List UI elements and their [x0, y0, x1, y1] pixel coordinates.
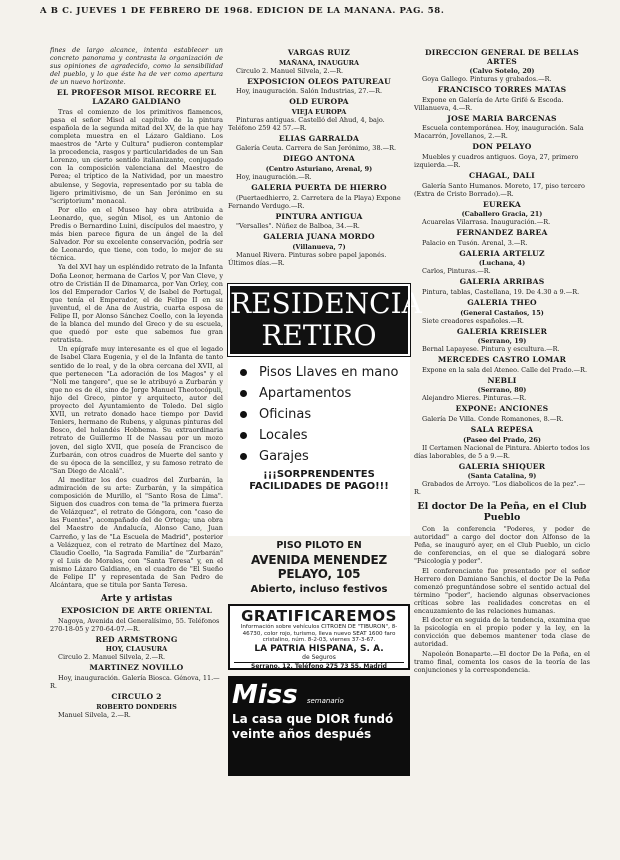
ad-miss-brand: Miss — [232, 680, 298, 710]
ad-residencia-item-label: Oficinas — [259, 407, 312, 422]
listing-subtitle: (Caballero Gracia, 21) — [461, 210, 543, 219]
article-paragraph: El conferenciante fue presentado por el señor Herrero don Damiano Sanchis, el doctor De la Peña comenzó preguntándose sobre el sentido actual del término "poder", haciendo algunas observaciones críticas sobre las realidades concretas en el encauzamiento de las relaciones humanas. — [414, 566, 590, 616]
listing-text: Circulo 2. Manuel Silvela, 2.—R. — [58, 653, 166, 662]
listing-subtitle: (Serrano, 19) — [477, 337, 527, 346]
listing-subtitle: (Paseo del Prado, 26) — [463, 435, 541, 444]
listing-text: Hoy, inauguración.—R. — [236, 172, 312, 181]
bullet-icon — [240, 411, 247, 418]
ad-miss-line1: La casa que DIOR fundó — [232, 712, 394, 726]
ad-grat-text: Información sobre vehículos CITROEN DE "TIBURON", 8-46730, color rojo, turismo, lleva nuevo SEAT 1600 faro cristalino, núm. 8-2-03, viernes 37-3-67. — [240, 624, 398, 644]
ad-piso-piloto — [228, 540, 410, 602]
listing-subtitle: ROBERTO DONDERIS — [96, 702, 177, 711]
listing-text: Hoy, inauguración. Galería Biosca. Génova, 11.—R. — [50, 673, 220, 690]
ad-piso-line1: PISO PILOTO EN — [276, 540, 362, 551]
listing-text: Acuarelas Vilarrasa. Inauguración.—R. — [422, 218, 551, 227]
listing-title: GALERIA JUANA MORDO — [263, 232, 375, 242]
article-paragraph: Tras el comienzo de los primitivos flamencos, pasa el señor Misol al capítulo de la pintura española de la segunda mitad del XV, de la que hay completa muestra en el Lázaro Galdiano. Los maestros de "Arte y Cultura" pudieron contemplar la procedencia, rasgos y particularidades de un San Lorenzo, un cierto sentido italianizante, conjugado con la composición valenciana del Maestro de Perea; el tríptico de la Natividad, por un maestro abulense, y Segovia, representado por su tabla de ligero primitivismo, de un San Jerónimo en su "scriptorium" monacal. — [50, 107, 223, 205]
listing-title: GALERIA THEO — [467, 297, 537, 307]
listing-text: Siete creadores españoles.—R. — [422, 316, 524, 325]
article-paragraph: Al meditar los dos cuadros del Zurbarán, la admiración de su arte: Zurbarán, y la simpática composición de Murillo, el "Santo Rosa de Lima". Siguen dos cuadros con tema de "la primera fuerza de Velázquez", el retrato de Góngora, con "caso de las Fuentes", acompañado del de Ortega; una obra del Maestro de Andalucía, Alonso Cano, Juan Carreño, y las de "La Escuela de Madrid", posterior a Velázquez, con el retrato de Martínez del Mazo, Claudio Coello, "la Sagrada Familia" de "Zurbarán" y el Luis de Morales, con "Santa Teresa" y, en el mismo Lázaro Galdiano, en el cuadro de "El Sueño de Felipe II" y representada de San Pedro de Alcántara, que se titula por Santa Teresa. — [50, 475, 223, 590]
listing-title: NEBLI — [487, 375, 517, 385]
intro-paragraph: fines de largo alcance, intenta establecer un concreto panorama y contrasta la organización de sus opiniones de agradecido, como la sensibilidad del pueblo, y lo que éste ha de ver como apertura de un nuevo horizonte. — [50, 46, 223, 87]
article-paragraph: Napoleón Bonaparte.—El doctor De la Peña, en el tramo final, comenta los casos de la teoría de las conjunciones y la correspondencia. — [414, 649, 590, 674]
listing-title: EXPONE: ANCIONES — [455, 404, 549, 414]
listing-text: Circulo 2. Manuel Silvela, 2.—R. — [236, 66, 344, 75]
ad-grat-address: Serrano, 12. Teléfono 275 73 55. Madrid — [234, 662, 404, 670]
listing-title: EXPOSICION DE ARTE ORIENTAL — [60, 606, 213, 616]
column-left — [50, 46, 223, 846]
listing-subtitle: MAÑANA, INAUGURA — [278, 58, 360, 67]
listing-text: "Versalles". Núñez de Balboa, 34.—R. — [236, 222, 360, 231]
listing-title: RED ARMSTRONG — [95, 634, 178, 644]
listing-text: Galería Ceuta. Carrera de San Jerónimo, 38.—R. — [236, 144, 397, 153]
article-paragraph: Por ello en el Museo hay obra atribuida a Leonardo, que, según Misol, es un Antonio de Predis o Bernardino Luini, discípulos del maestro, y más bien parece figura de un ángel de la del Salvador. Por su excelente conservación, podría ser de Leonardo, que tiene, con todo, lo mejor de su técnica. — [50, 205, 223, 263]
listing-title: CIRCULO 2 — [111, 691, 162, 701]
listing-text: Bernal Lapayese. Pintura y escultura.—R. — [422, 345, 560, 354]
ad-miss-tag: semanario — [306, 697, 344, 705]
ad-miss-magazine — [228, 676, 410, 776]
listing-text: Escuela contemporánea. Hoy, inauguración. Sala Macarrón, Jovellanos, 2.—R. — [414, 124, 584, 141]
page-header: A B C. JUEVES 1 DE FEBRERO DE 1968. EDICION DE LA MAÑANA. PAG. 58. — [40, 6, 445, 16]
listing-title: OLD EUROPA — [289, 97, 349, 107]
ad-residencia-promo: ¡¡¡SORPRENDENTES FACILIDADES DE PAGO!!! — [249, 469, 389, 492]
ad-miss-line2: veinte años después — [232, 727, 372, 741]
listing-title: GALERIA SHIQUER — [458, 461, 546, 471]
ad-residencia-item — [240, 404, 410, 425]
listing-title: GALERIA KREISLER — [456, 326, 548, 336]
listing-text: Muebles y cuadros antiguos. Goya, 27, primero izquierda.—R. — [414, 152, 579, 169]
listing-text: Carlos, Pinturas.—R. — [422, 267, 491, 276]
column-middle — [228, 46, 410, 278]
ad-residencia-item — [240, 383, 410, 404]
ad-residencia-item — [240, 362, 410, 383]
ad-residencia-item-label: Pisos Llaves en mano — [259, 365, 399, 380]
ad-residencia-item — [240, 446, 410, 467]
listing-text: Nagoya, Avenida del Generalísimo, 55. Teléfonos 270-18-05 y 270-64-07.—R. — [50, 616, 220, 633]
listing-title: DON PELAYO — [472, 142, 532, 152]
listing-text: Goya Gallego. Pinturas y grabados.—R. — [422, 75, 552, 84]
ad-residencia-title: RESIDENCIA RETIRO — [228, 284, 410, 356]
ad-piso-line3: Abierto, incluso festivos — [250, 584, 388, 595]
listing-title: GALERIA PUERTA DE HIERRO — [251, 182, 387, 192]
listing-subtitle: (Villanueva, 7) — [292, 242, 346, 251]
ad-residencia-item — [240, 425, 410, 446]
listing-text: Pintura, tablas, Castellana, 19. De 4.30 a 9.—R. — [422, 287, 580, 296]
listing-subtitle: HOY, CLAUSURA — [105, 645, 168, 654]
ad-residencia-item-label: Apartamentos — [259, 386, 352, 401]
ad-grat-company-sub: de Seguros — [302, 653, 336, 661]
ad-gratificaremos — [228, 604, 410, 670]
listing-text: Expone en Galería de Arte Grifé & Escoda. Villanueva, 4.—R. — [414, 95, 564, 112]
listing-text: Galería De Villa. Conde Romanones, 8.—R. — [422, 414, 564, 423]
section-heading: Arte y artistas — [100, 594, 173, 605]
listing-subtitle: (Centro Asturiano, Arenal, 9) — [265, 164, 373, 173]
listing-title: FRANCISCO TORRES MATAS — [437, 85, 567, 95]
ad-grat-title: GRATIFICAREMOS — [241, 607, 397, 625]
ad-residencia-item-label: Garajes — [259, 449, 309, 464]
listing-text: Galería Santo Humanos. Moreto, 17, piso tercero (Extra de Cristo Borrado).—R. — [414, 181, 585, 198]
listing-title: GALERIA ARTELUZ — [459, 248, 545, 258]
listing-title: EXPOSICION OLEOS PATUREAU — [247, 76, 391, 86]
listing-title: DIRECCION GENERAL DE BELLAS ARTES — [425, 48, 579, 66]
listing-text: (Puertaedhierro, 2. Carretera de la Playa) Expone Fernando Verdugo.—R. — [228, 193, 401, 210]
article-paragraph: El doctor en seguida de la tendencia, examina que la psicología en el propio poder y la ley, en la convicción que debemos mantener toda clase de autoridad. — [414, 616, 590, 649]
listing-subtitle: (Luchana, 4) — [478, 259, 526, 268]
listing-title: GALERIA ARRIBAS — [459, 277, 545, 287]
listing-title: ELIAS GARRALDA — [278, 133, 360, 143]
bullet-icon — [240, 369, 247, 376]
listing-title: FERNANDEZ BAREA — [456, 228, 548, 238]
listing-text: Manuel Rivera. Pinturas sobre papel japonés. Últimos días.—R. — [228, 250, 387, 267]
ad-residencia-list — [228, 356, 410, 467]
bullet-icon — [240, 453, 247, 460]
listing-subtitle: VIEJA EUROPA — [291, 107, 347, 116]
ad-grat-company: LA PATRIA HISPANA, S. A. — [254, 643, 384, 654]
listing-text: II Certamen Nacional de Pintura. Abierto todos los días laborables, de 5 a 9.—R. — [414, 443, 590, 460]
listing-subtitle: (General Castaños, 15) — [460, 308, 544, 317]
listing-title: VARGAS RUIZ — [287, 48, 351, 57]
listing-text: Pinturas antiguas. Castelló del Ahud, 4, bajo. Teléfono 259 42 57.—R. — [228, 115, 385, 132]
bullet-icon — [240, 432, 247, 439]
bullet-icon — [240, 390, 247, 397]
listing-subtitle: (Serrano, 80) — [477, 386, 527, 395]
listing-text: Manuel Silvela, 2.—R. — [58, 710, 131, 719]
ad-residencia-item-label: Locales — [259, 428, 308, 443]
listing-subtitle: (Calvo Sotelo, 20) — [469, 67, 535, 76]
listing-title: CHAGAL, DALI — [469, 170, 535, 180]
listing-title: JOSE MARIA BARCENAS — [447, 113, 557, 123]
listing-text: Expone en la sala del Ateneo. Calle del Prado.—R. — [422, 365, 588, 374]
listing-title: PINTURA ANTIGUA — [275, 211, 363, 221]
listing-text: Alejandro Mieres. Pinturas.—R. — [422, 394, 527, 403]
listing-subtitle: (Santa Catalina, 9) — [467, 472, 537, 481]
column-right — [414, 46, 590, 846]
listing-title: EUREKA — [483, 199, 521, 209]
listing-text: Grabados de Arroyo. "Los diabolicos de la pez".—R. — [414, 480, 586, 497]
listing-title: SALA REPESA — [470, 424, 534, 434]
ad-piso-line2: AVENIDA MENENDEZ PELAYO, 105 — [251, 553, 387, 581]
article-heading: El doctor De la Peña, en el Club Pueblo — [417, 501, 587, 524]
article-paragraph: Ya del XVI hay un espléndido retrato de la Infanta Doña Leonor, hermana de Carlos V, por Van Cleve, y otro de Cristián II de Dinamarca, por Van Orley, con los del Emperador Carlos V, de Isabel de Portugal, que tenía el Emperador, el de Felipe II en su juventud, el de Ana de Austria, cuarta esposa de Felipe II, por Alonso Sánchez Coello, con la leyenda de la blanca del mundo del Greco y de su escuela, que quedó por este que sabemos fue gran retratista. — [50, 263, 223, 345]
article-heading: EL PROFESOR MISOL RECORRE EL LAZARO GALDIANO — [56, 88, 217, 107]
listing-text: Palacio en Tusón. Arenal, 3.—R. — [422, 238, 528, 247]
listing-text: Hoy, inauguración. Salón Industrias, 27.—R. — [236, 87, 383, 96]
article-paragraph: Un epígrafe muy interesante es el que el legado de Isabel Clara Eugenia, y el de la Infanta de tanto sentido de lo real, y de la obra cercana del XVII, al que pertenecen "La adoración de los Magos" y el "Noli me tangere", que se le atribuyó a Zurbarán y que no es de él, sino de Jorge Manuel Theotocópuli, hijo del Greco, pintor y arquitecto, autor del proyecto del Ayuntamiento de Toledo. Del siglo XVII, un retrato donado hace tiempo por David Teniers, hermano de Rubens, y algunas pinturas del Bosco, del holandés Hobbema. Su extraordinaria retrato de Guillermo II de Nassau por un mozo joven, del siglo XVII, que poseía de Francisco de Zurbarán, con otros cuadros de Muerte del santo y de su época de la sencillez, y su famoso retrato de "San Diego de Alcalá". — [50, 345, 223, 475]
listing-title: DIEGO ANTONA — [282, 154, 355, 164]
listing-title: MERCEDES CASTRO LOMAR — [437, 355, 567, 365]
article-paragraph: Con la conferencia "Poderes, y poder de autoridad" a cargo del doctor don Alfonso de la Peña, se inauguró ayer, en el Club Pueblo, un ciclo de conferencias, en el que se dialogará sobre "Psicología y poder". — [414, 525, 590, 566]
listing-title: MARTINEZ NOVILLO — [89, 663, 184, 673]
ad-residencia-retiro — [228, 284, 422, 536]
